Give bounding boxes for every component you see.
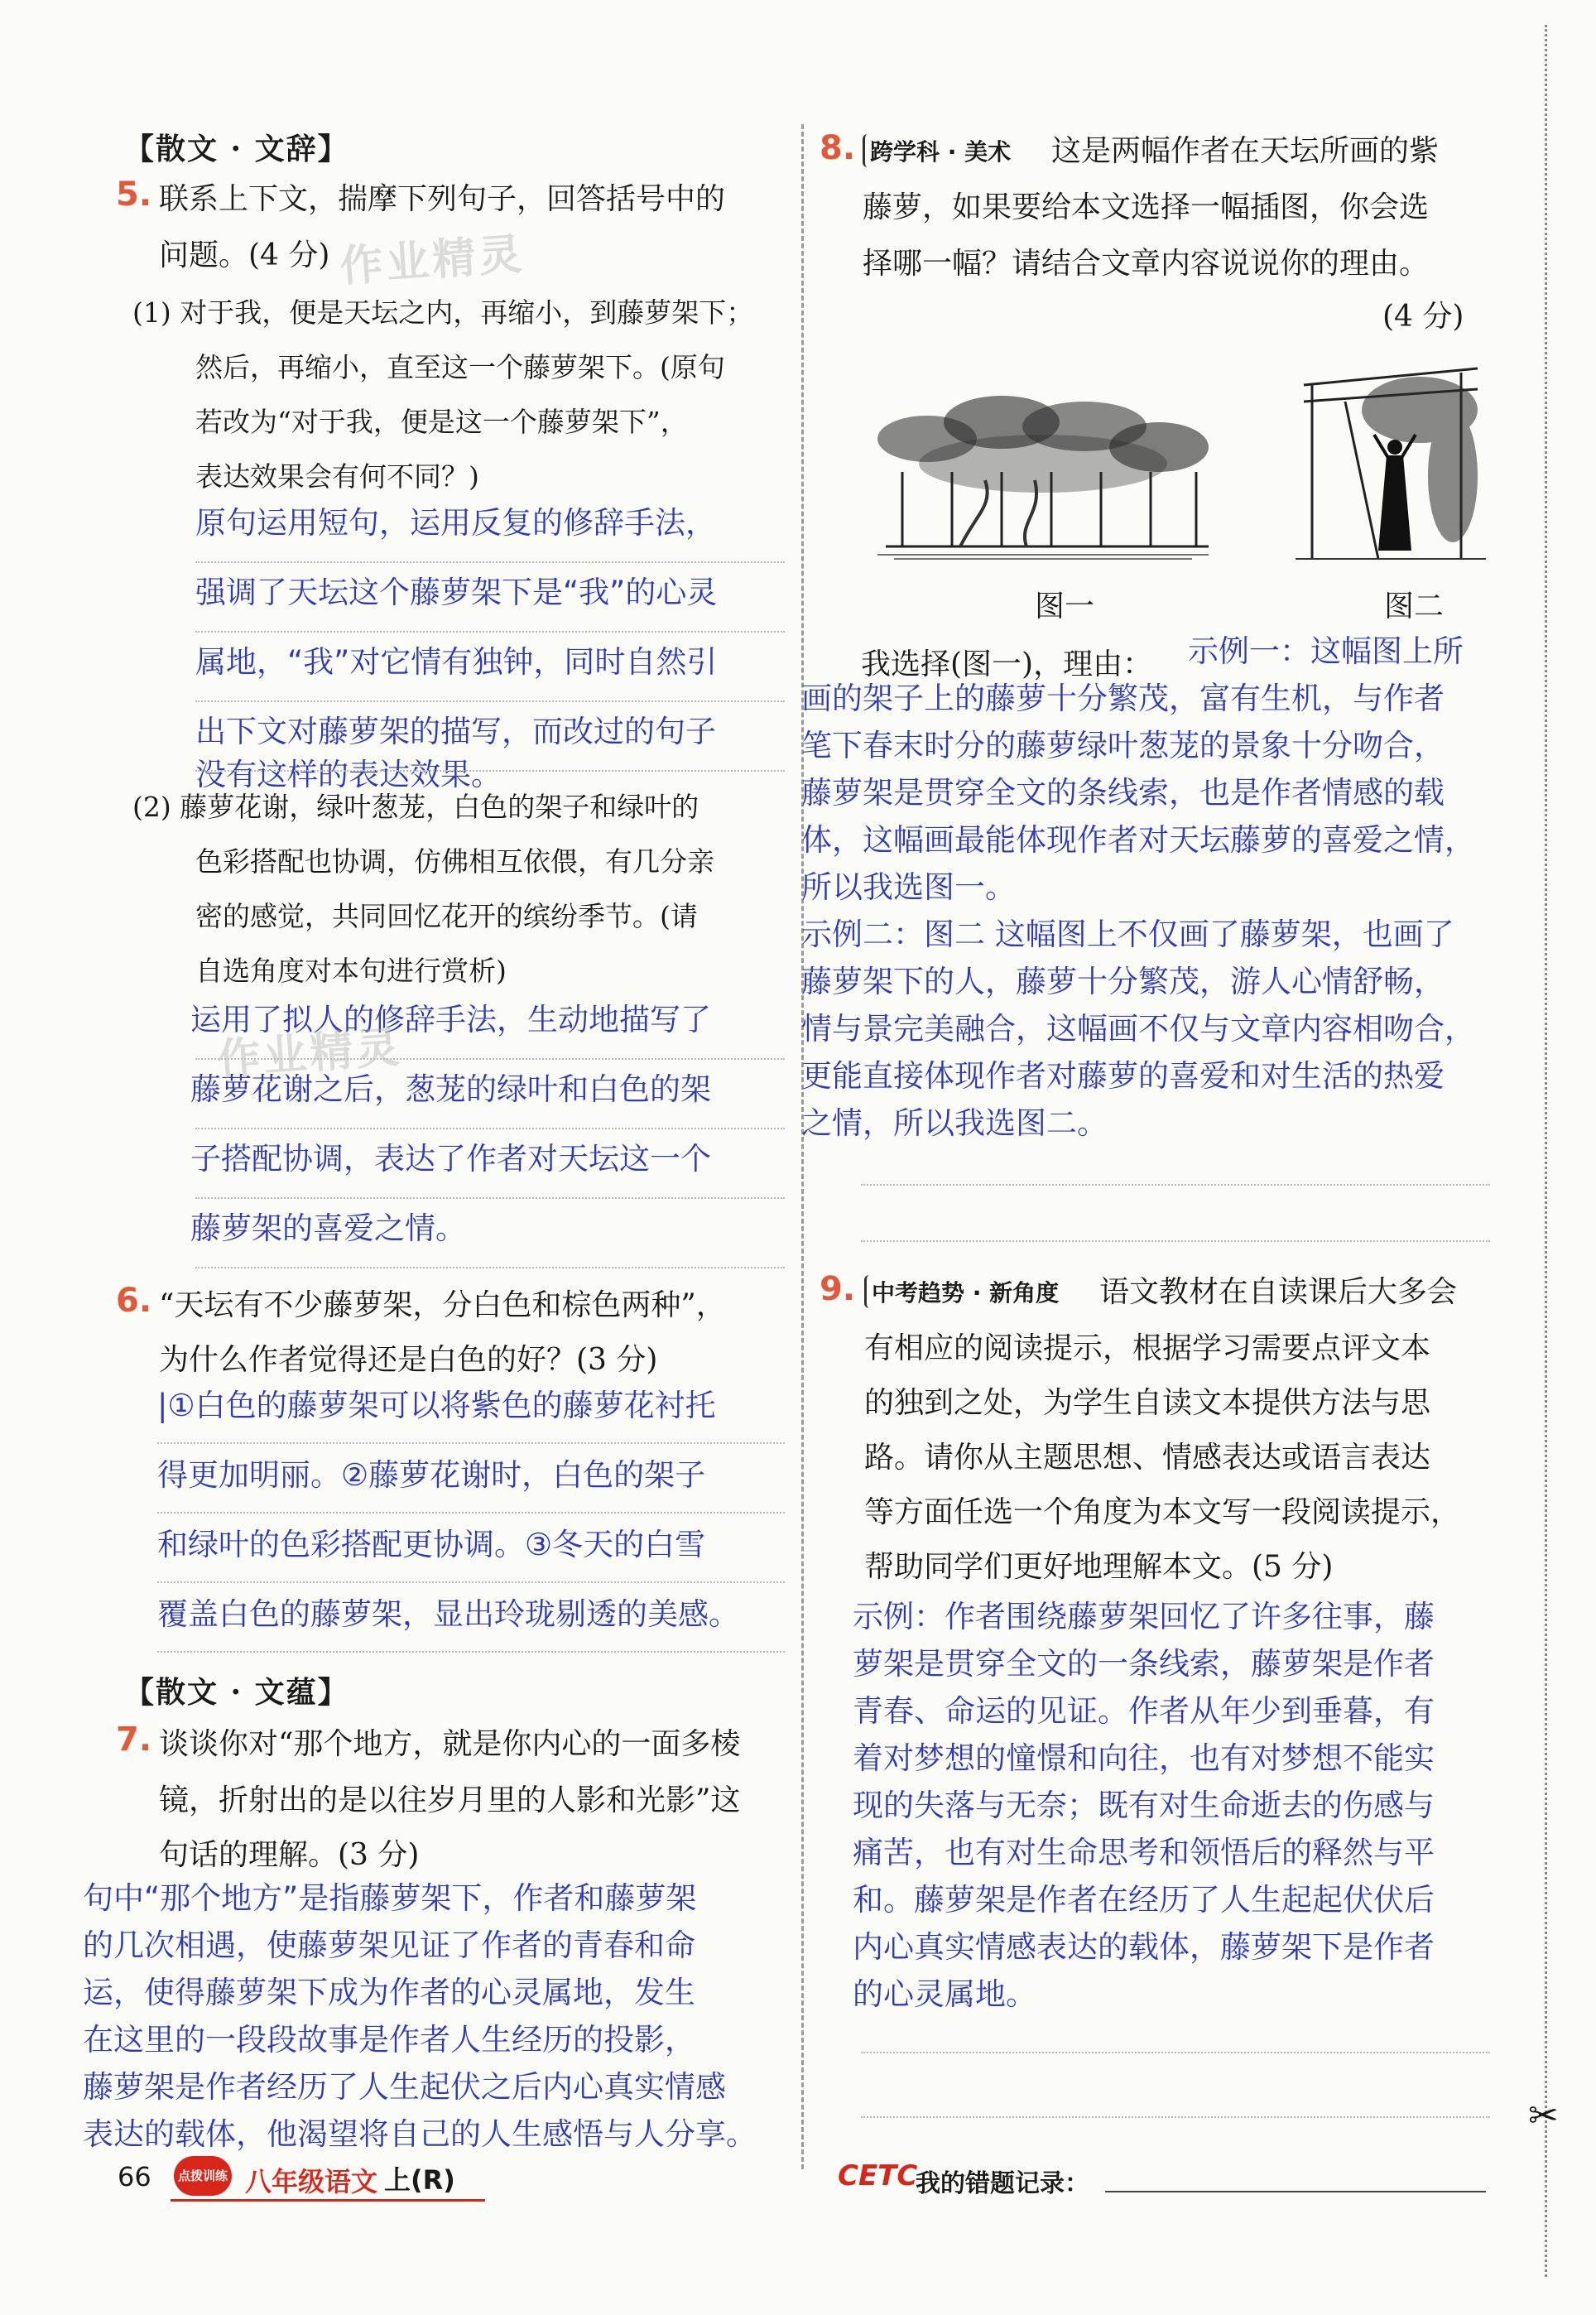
- q5-sub2-line: 色彩搭配也协调，仿佛相互依偎，有几分亲: [195, 845, 714, 878]
- answer-line: 运用了拟人的修辞手法，生动地描写了: [190, 1002, 711, 1037]
- answer-line: 着对梦想的憧憬和向往，也有对梦想不能实: [853, 1740, 1435, 1776]
- section-header-wenyun: 【散文 · 文蕴】: [124, 1675, 349, 1710]
- answer-line: 子搭配协调，表达了作者对天坛这一个: [190, 1141, 711, 1177]
- answer-line: 属地，“我”对它情有独钟，同时自然引: [195, 644, 718, 680]
- tag-exam-trend-new-angle: 中考趋势 · 新角度: [864, 1275, 1064, 1308]
- q7-line1: 谈谈你对“那个地方，就是你内心的一面多棱: [159, 1727, 741, 1761]
- answer-line: 藤萝花谢之后，葱茏的绿叶和白色的架: [190, 1071, 711, 1107]
- page-number: 66: [118, 2161, 151, 2192]
- volume-label: 上(R): [384, 2164, 455, 2196]
- answer-line: 情与景完美融合，这幅画不仅与文章内容相吻合，: [801, 1011, 1475, 1047]
- answer-rule: [157, 1512, 785, 1514]
- cetc-logo: CETC: [838, 2159, 918, 2192]
- figure-1-trellis-sketch: [877, 389, 1217, 563]
- answer-rule: [195, 1128, 785, 1129]
- q8-line3: 择哪一幅？请结合文章内容说说你的理由。: [863, 247, 1430, 281]
- answer-line: 强调了天坛这个藤萝架下是“我”的心灵: [195, 575, 718, 610]
- answer-line: 表达的载体，他渴望将自己的人生感悟与人分享。: [83, 2116, 757, 2152]
- answer-line: 没有这样的表达效果。: [195, 757, 502, 792]
- answer-line: 藤萝架是贯穿全文的条线索，也是作者情感的载: [801, 775, 1445, 811]
- q5-answer1: [195, 489, 717, 810]
- answer-rule: [195, 631, 785, 633]
- answer-rule: [195, 1197, 785, 1199]
- answer-line: 内心真实情感表达的载体，藤萝架下是作者: [853, 1929, 1435, 1965]
- watermark: 作业精灵: [338, 229, 527, 292]
- question-number-9: 9.: [820, 1270, 856, 1308]
- answer-rule: [195, 1058, 785, 1060]
- scissors-icon: ✂: [1528, 2095, 1559, 2137]
- answer-rule: [861, 1240, 1490, 1242]
- answer-line: 句中“那个地方”是指藤萝架下，作者和藤萝架: [83, 1880, 697, 1916]
- q5-sub1-line: (1) 对于我，便是天坛之内，再缩小，到藤萝架下；: [132, 296, 754, 329]
- answer-line: 运，使得藤萝架下成为作者的心灵属地，发生: [83, 1975, 695, 2010]
- answer-line: 痛苦，也有对生命思考和领悟后的释然与平: [853, 1835, 1435, 1870]
- answer-rule: [157, 1442, 785, 1444]
- answer-line: 的心灵属地。: [853, 1976, 1036, 2012]
- answer-line: 原句运用短句，运用反复的修辞手法，: [195, 505, 716, 541]
- q6-answer: [157, 1371, 739, 1649]
- q7-line3: 句话的理解。(3 分): [159, 1838, 420, 1872]
- answer-rule: [157, 1651, 785, 1653]
- q5-sub1-line: 若改为“对于我，便是这一个藤萝架下”，: [195, 406, 688, 438]
- q5-sub2-line: (2) 藤萝花谢，绿叶葱茏，白色的架子和绿叶的: [132, 791, 699, 823]
- q8-line2: 藤萝，如果要给本文选择一幅插图，你会选: [863, 190, 1430, 224]
- q9-answer: [853, 1593, 1435, 2018]
- figure-1-caption: 图一: [1035, 590, 1095, 623]
- figure-2-caption: 图二: [1384, 590, 1445, 623]
- footer-underline: [171, 2199, 485, 2202]
- q5-sub2: [132, 780, 714, 999]
- answer-rule: [195, 700, 785, 702]
- q5-line1: 联系上下文，揣摩下列句子，回答括号中的: [159, 182, 726, 216]
- q8-line1: 这是两幅作者在天坛所画的紫: [1051, 134, 1440, 168]
- q7-line2: 镜，折射出的是以往岁月里的人影和光影”这: [159, 1783, 741, 1817]
- answer-rule: [861, 2116, 1490, 2118]
- column-divider: [801, 124, 804, 2169]
- q5-sub1-line: 然后，再缩小，直至这一个藤萝架下。(原句: [195, 351, 725, 383]
- answer-line: 藤萝架的喜爱之情。: [190, 1210, 466, 1246]
- question-number-7: 7.: [116, 1721, 152, 1759]
- q8-answer-first: 示例一：这幅图上所: [1188, 633, 1464, 669]
- answer-rule: [861, 1184, 1490, 1186]
- answer-line: 和绿叶的色彩搭配更协调。③冬天的白雪: [157, 1527, 706, 1562]
- answer-line: 示例：作者围绕藤萝架回忆了许多往事，藤: [853, 1599, 1435, 1634]
- answer-line: 和。藤萝架是作者在经历了人生起起伏伏后: [853, 1882, 1435, 1918]
- error-record-line[interactable]: [1105, 2191, 1486, 2192]
- error-record-label: 我的错题记录：: [916, 2169, 1089, 2198]
- q8-score: (4 分): [1382, 300, 1464, 334]
- answer-rule: [157, 1581, 785, 1583]
- answer-line: 体，这幅画最能体现作者对天坛藤萝的喜爱之情，: [801, 822, 1475, 858]
- q5-sub2-line: 自选角度对本句进行赏析): [195, 955, 507, 987]
- publisher-logo: 点拨训练: [174, 2156, 232, 2196]
- q9-line: 帮助同学们更好地理解本文。(5 分): [864, 1550, 1334, 1584]
- answer-line: |①白色的藤萝架可以将紫色的藤萝花衬托: [157, 1388, 716, 1423]
- watermark: 作业精灵: [215, 1023, 405, 1085]
- answer-rule: [861, 2052, 1490, 2053]
- answer-rule: [195, 561, 785, 563]
- figure-2-trellis-with-person-sketch: [1296, 352, 1486, 575]
- q9-line: 有相应的阅读提示，根据学习需要点评文本: [864, 1331, 1431, 1365]
- answer-line: 示例二：图二 这幅图上不仅画了藤萝架，也画了: [801, 917, 1454, 952]
- answer-line: 青春、命运的见证。作者从年少到垂暮，有: [853, 1693, 1435, 1729]
- q6-line2: 为什么作者觉得还是白色的好？(3 分): [159, 1343, 658, 1377]
- answer-line: 现的失落与无奈；既有对生命逝去的伤感与: [853, 1788, 1435, 1823]
- answer-rule: [195, 770, 785, 772]
- cut-line: [1545, 25, 1547, 2277]
- section-header-wenci: 【散文 · 文辞】: [124, 132, 349, 166]
- q6-line1: “天坛有不少藤萝架，分白色和棕色两种”，: [159, 1288, 726, 1322]
- tag-cross-subject-art: 跨学科 · 美术: [863, 134, 1016, 167]
- answer-line: 藤萝架下的人，藤萝十分繁茂，游人心情舒畅，: [801, 964, 1445, 999]
- answer-line: 更能直接体现作者对藤萝的喜爱和对生活的热爱: [801, 1058, 1445, 1094]
- answer-line: 得更加明丽。②藤萝花谢时，白色的架子: [157, 1457, 706, 1493]
- q5-sub2-line: 密的感觉，共同回忆花开的缤纷季节。(请: [195, 900, 698, 932]
- q8-choice: 我选择(图一)，理由：: [861, 647, 1153, 681]
- question-number-8: 8.: [820, 129, 856, 167]
- answer-line: 的几次相遇，使藤萝架见证了作者的青春和命: [83, 1928, 695, 1963]
- q9-text: [864, 1321, 1460, 1595]
- q5-sub1: [132, 286, 753, 504]
- answer-line: 覆盖白色的藤萝架，显出玲珑剔透的美感。: [157, 1596, 739, 1632]
- answer-line: 画的架子上的藤萝十分繁茂，富有生机，与作者: [801, 681, 1445, 716]
- question-number-6: 6.: [116, 1282, 152, 1320]
- q9-line: 的独到之处，为学生自读文本提供方法与思: [864, 1386, 1431, 1420]
- answer-line: 出下文对藤萝架的描写，而改过的句子: [195, 714, 716, 749]
- grade-label: 八年级语文: [245, 2166, 378, 2197]
- q9-line: 等方面任选一个角度为本文写一段阅读提示，: [864, 1495, 1461, 1529]
- q8-answer: [801, 675, 1475, 1147]
- answer-line: 所以我选图一。: [801, 869, 1016, 905]
- q7-answer: [83, 1875, 757, 2158]
- q9-line: 路。请你从主题思想、情感表达或语言表达: [864, 1441, 1431, 1475]
- q5-line2: 问题。(4 分): [159, 238, 330, 272]
- answer-line: 在这里的一段段故事是作者人生经历的投影，: [83, 2022, 695, 2058]
- answer-line: 藤萝架是作者经历了人生起伏之后内心真实情感: [83, 2069, 726, 2105]
- answer-line: 之情，所以我选图二。: [801, 1105, 1108, 1141]
- answer-line: 笔下春末时分的藤萝绿叶葱茏的景象十分吻合，: [801, 728, 1445, 763]
- question-number-5: 5.: [116, 176, 152, 214]
- q9-line: 语文教材在自读课后大多会: [1099, 1275, 1458, 1309]
- answer-rule: [195, 1267, 785, 1268]
- answer-line: 萝架是贯穿全文的一条线索，藤萝架是作者: [853, 1646, 1435, 1682]
- q5-sub1-line: 表达效果会有何不同？): [195, 460, 479, 493]
